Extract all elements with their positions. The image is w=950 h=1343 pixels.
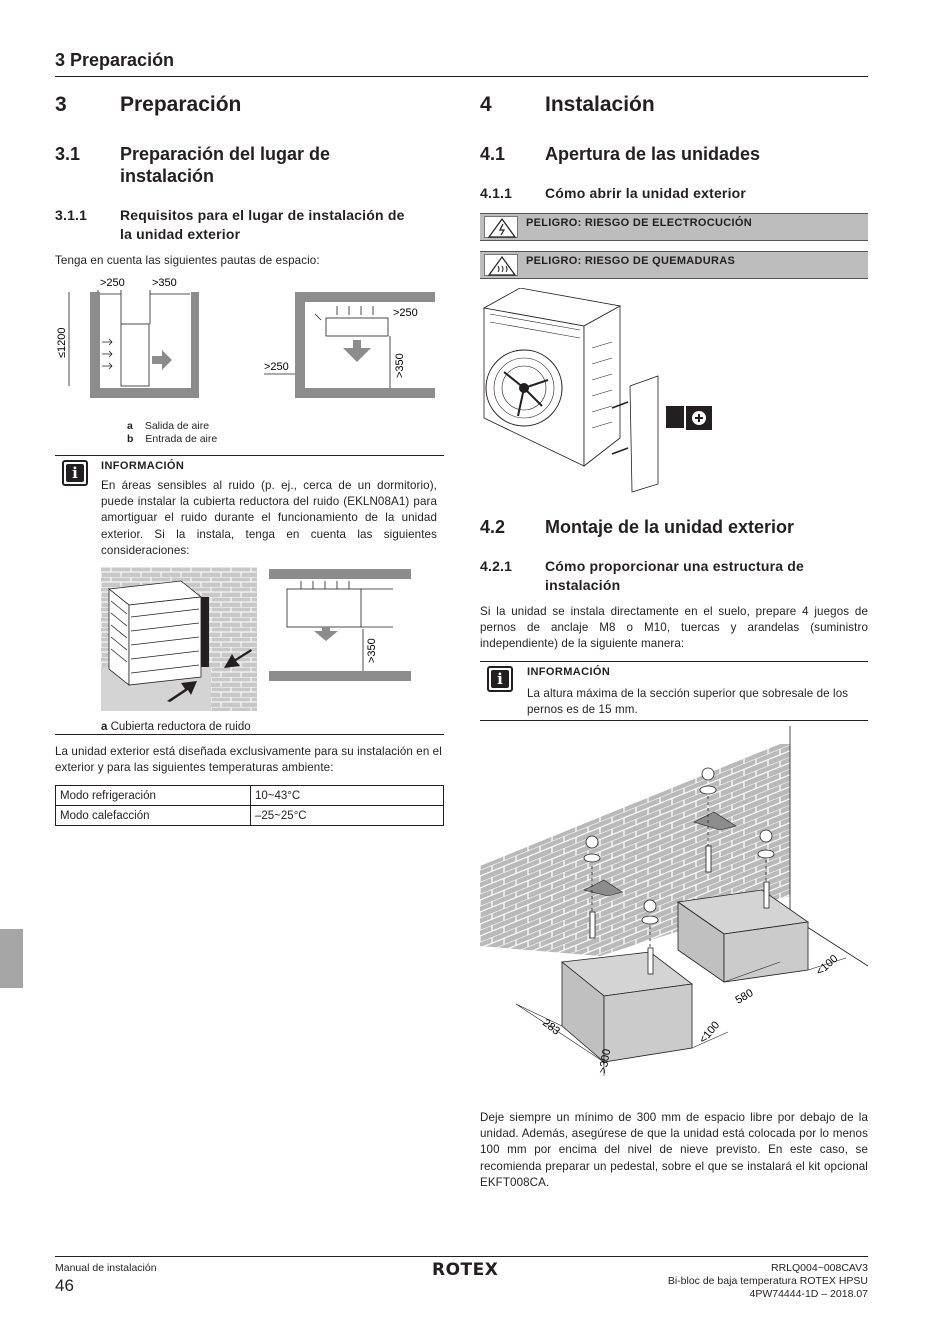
mode-cell: Modo calefacción: [56, 806, 251, 826]
dim-250-left-label: >250: [264, 361, 289, 373]
section-number: 3.1: [55, 144, 81, 164]
footer-doc-info: [668, 1262, 868, 1301]
footer-docnum: 4PW74444-1D – 2018.07: [749, 1288, 868, 1300]
dim-250-top-label: >250: [393, 307, 418, 319]
brand-logo: ROTEX: [432, 1260, 499, 1280]
air-down-arrow-icon: [343, 340, 371, 362]
range-cell: 10~43°C: [251, 786, 444, 806]
open-unit-figure: [480, 288, 720, 493]
legend: [127, 420, 217, 446]
info-box-bolts: [480, 661, 868, 721]
range-cell: –25~25°C: [251, 806, 444, 826]
floor: [90, 388, 195, 398]
footer-desc: Bi-bloc de baja temperatura ROTEX HPSU: [667, 1275, 868, 1287]
dim-350-label: >350: [366, 638, 378, 663]
danger-burns: [480, 251, 868, 279]
section-number: 3.1.1: [55, 207, 88, 223]
section-number: 4.2: [480, 517, 506, 537]
chapter-tab: [0, 929, 23, 988]
header-rule: [55, 76, 868, 77]
section-title: Montaje de la unidad exterior: [545, 517, 795, 537]
hot-surface-icon: [484, 254, 518, 276]
clearance-side-figure: [55, 272, 205, 400]
footer-model: RRLQ004~008CAV3: [771, 1262, 868, 1274]
electric-hazard-icon: [484, 216, 518, 238]
section-number: 4: [480, 93, 492, 116]
mount-text: Si la unidad se instala directamente en el suelo, prepare 4 juegos de pernos de anclaje M8 o M10, tuercas y arandelas (suministro independiente) de la siguiente manera:: [480, 605, 868, 651]
noise-cover-figure: [101, 567, 257, 711]
temperature-table: [55, 785, 444, 826]
mounting-figure: [480, 726, 870, 1080]
section-title-line2: instalación: [545, 577, 621, 593]
dim-1200-label: ≤1200: [56, 327, 68, 358]
section-number: 3: [55, 93, 67, 116]
wall-left: [90, 292, 100, 398]
dim-300-label: >300: [597, 1048, 614, 1075]
final-text: Deje siempre un mínimo de 300 mm de espacio libre por debajo de la unidad. Además, asegúrese de que la unidad está colocada por lo menos 100 mm por encima del nivel de nieve previsto. En este caso, se recomienda preparar un pedestal, sobre el que se instalará el kit opcional EKFT008CA.: [480, 1111, 868, 1189]
section-title-line2: la unidad exterior: [120, 226, 241, 242]
clearance-top-figure: [262, 290, 438, 400]
temperature-intro: La unidad exterior está diseñada exclusivamente para su instalación en el exterior y para las siguientes temperaturas ambiente:: [55, 745, 442, 775]
dim-250-label: >250: [100, 277, 125, 289]
info-box-noise: [55, 455, 444, 734]
dim-283-label: 283: [540, 1016, 563, 1038]
legend-item: b Entrada de aire: [127, 433, 218, 445]
table-row: [56, 806, 444, 826]
info-text: En áreas sensibles al ruido (p. ej., cerca de un dormitorio), puede instalar la cubierta reductora del ruido (EKLN08A1) para amortiguar el ruido durante el funcionamiento de la unidad exterior. Si la instala, tenga en cuenta las siguientes consideraciones:: [101, 479, 437, 557]
section-title-line2: instalación: [120, 166, 215, 186]
unit-top: [326, 318, 388, 336]
dim-350-label: >350: [152, 277, 177, 289]
service-cover: [630, 376, 658, 492]
unit-side: [121, 324, 149, 386]
section-number: 4.2.1: [480, 558, 513, 574]
info-title: INFORMACIÓN: [527, 666, 611, 678]
section-title-line1: Cómo proporcionar una estructura de: [545, 558, 805, 574]
spacing-intro: Tenga en cuenta las siguientes pautas de espacio:: [55, 254, 320, 267]
info-title: INFORMACIÓN: [101, 460, 185, 472]
danger-label: PELIGRO: RIESGO DE ELECTROCUCIÓN: [526, 217, 752, 229]
dim-350-label: >350: [394, 353, 406, 378]
air-down-arrow-icon: [314, 627, 338, 641]
info-icon: i: [487, 666, 513, 692]
info-box-rule: [55, 734, 444, 735]
danger-label: PELIGRO: RIESGO DE QUEMADURAS: [526, 255, 736, 267]
dim-580-label: 580: [733, 987, 756, 1007]
info-icon: i: [62, 460, 88, 486]
legend-item: a Salida de aire: [127, 420, 210, 432]
table-row: [56, 786, 444, 806]
air-arrow-icon: [152, 350, 172, 370]
concrete-block-2: [678, 890, 808, 982]
mode-cell: Modo refrigeración: [56, 786, 251, 806]
section-title: Preparación: [120, 93, 242, 116]
page-number: 46: [55, 1276, 74, 1295]
dim-100-label: <100: [813, 952, 841, 979]
section-number: 4.1: [480, 144, 506, 164]
section-title: Apertura de las unidades: [545, 144, 761, 164]
outdoor-unit-drawing: [109, 581, 201, 685]
dim-100-label: <100: [697, 1019, 723, 1046]
section-title: Instalación: [545, 93, 655, 116]
section-title-line1: Requisitos para el lugar de instalación de: [120, 207, 405, 223]
figure-caption: a Cubierta reductora de ruido: [101, 721, 251, 733]
footer-rule: [55, 1256, 868, 1257]
info-text: La altura máxima de la sección superior que sobresale de los pernos es de 15 mm.: [527, 687, 849, 717]
section-title-line1: Preparación del lugar de: [120, 144, 331, 164]
footer-manual: Manual de instalación: [55, 1262, 157, 1274]
wall-right: [191, 292, 199, 398]
running-header: 3 Preparación: [55, 50, 175, 70]
section-number: 4.1.1: [480, 185, 513, 201]
noise-cover-top-figure: [269, 567, 411, 685]
concrete-block-1: [562, 952, 692, 1062]
danger-electrocution: [480, 213, 868, 241]
section-title: Cómo abrir la unidad exterior: [545, 185, 747, 201]
